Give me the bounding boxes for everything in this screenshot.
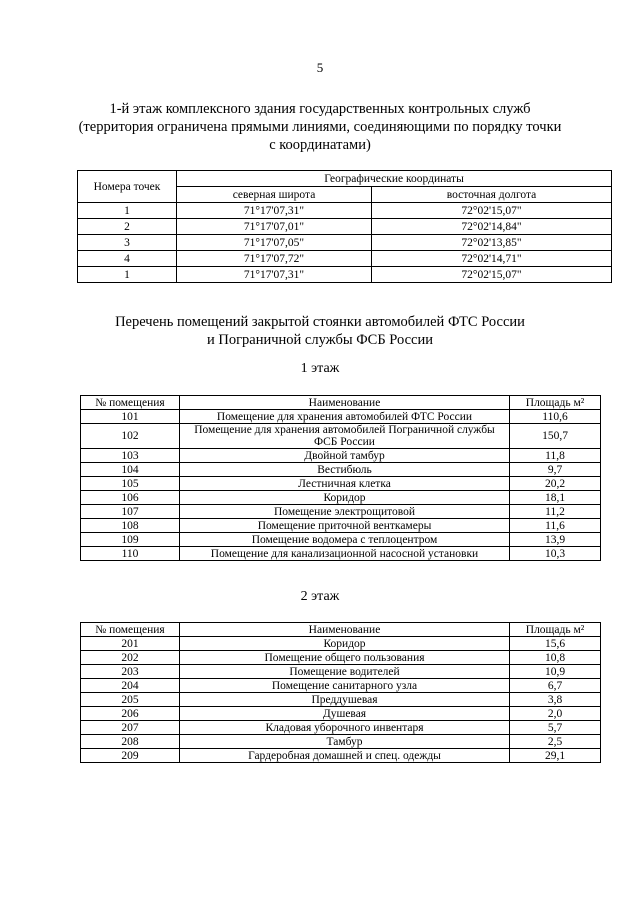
page-number: 5 (316, 60, 324, 75)
cell-lat: 71°17'07,31" (177, 203, 372, 219)
section1-title-line: с координатами) (269, 137, 371, 153)
cell-name: Коридор (180, 491, 510, 505)
cell-num: 101 (81, 410, 180, 424)
cell-area: 10,8 (510, 651, 601, 665)
header-geo: Географические координаты (177, 171, 612, 187)
table-row (81, 707, 601, 721)
cell-lon: 72°02'15,07" (372, 203, 612, 219)
cell-name: Помещение санитарного узла (180, 679, 510, 693)
cell-num: 106 (81, 491, 180, 505)
section1-title-line: (территория ограничена прямыми линиями, соединяющими по порядку точки (78, 119, 562, 135)
cell-name: Помещение водителей (180, 665, 510, 679)
cell-lat: 71°17'07,31" (177, 267, 372, 283)
header-points: Номера точек (78, 171, 177, 203)
cell-name: Помещение приточной венткамеры (180, 519, 510, 533)
table-row (78, 219, 612, 235)
cell-area: 11,6 (510, 519, 601, 533)
table-row (81, 519, 601, 533)
section1-title-line: 1-й этаж комплексного здания государственных контрольных служб (109, 101, 531, 117)
cell-num: 103 (81, 449, 180, 463)
cell-name: Двойной тамбур (180, 449, 510, 463)
section1-title (60, 100, 580, 154)
header-lon: восточная долгота (372, 187, 612, 203)
section2-title (60, 313, 580, 349)
table-row (81, 547, 601, 561)
table-row (81, 533, 601, 547)
table-row (81, 505, 601, 519)
table-row (81, 679, 601, 693)
cell-area: 3,8 (510, 693, 601, 707)
cell-lat: 71°17'07,01" (177, 219, 372, 235)
cell-lat: 71°17'07,05" (177, 235, 372, 251)
cell-name: Душевая (180, 707, 510, 721)
cell-num: 205 (81, 693, 180, 707)
cell-num: 104 (81, 463, 180, 477)
cell-num: 207 (81, 721, 180, 735)
cell-area: 11,8 (510, 449, 601, 463)
cell-point: 1 (78, 203, 177, 219)
table-row (81, 749, 601, 763)
cell-num: 105 (81, 477, 180, 491)
cell-lat: 71°17'07,72" (177, 251, 372, 267)
table-row (81, 665, 601, 679)
table-row (81, 721, 601, 735)
cell-num: 107 (81, 505, 180, 519)
cell-num: 202 (81, 651, 180, 665)
cell-name: Тамбур (180, 735, 510, 749)
cell-area: 110,6 (510, 410, 601, 424)
cell-name: Помещение для канализационной насосной установки (180, 547, 510, 561)
cell-area: 150,7 (510, 424, 601, 449)
table-row (78, 267, 612, 283)
header-room-name: Наименование (180, 623, 510, 637)
cell-area: 29,1 (510, 749, 601, 763)
cell-name: Коридор (180, 637, 510, 651)
cell-area: 10,3 (510, 547, 601, 561)
cell-area: 11,2 (510, 505, 601, 519)
cell-num: 102 (81, 424, 180, 449)
cell-name: Помещение для хранения автомобилей Пограничной службы ФСБ России (180, 424, 510, 449)
header-room-area: Площадь м² (510, 623, 601, 637)
table-row (78, 251, 612, 267)
cell-name: Помещение электрощитовой (180, 505, 510, 519)
table-row (78, 235, 612, 251)
section2-title-line: Перечень помещений закрытой стоянки автомобилей ФТС России (115, 314, 525, 330)
cell-area: 18,1 (510, 491, 601, 505)
floor2-label: 2 этаж (300, 589, 340, 604)
header-room-number: № помещения (81, 623, 180, 637)
table-row (81, 463, 601, 477)
cell-lon: 72°02'13,85" (372, 235, 612, 251)
table-row (81, 735, 601, 749)
cell-name: Помещение общего пользования (180, 651, 510, 665)
table-row (81, 651, 601, 665)
cell-num: 110 (81, 547, 180, 561)
cell-point: 4 (78, 251, 177, 267)
cell-name: Лестничная клетка (180, 477, 510, 491)
cell-area: 9,7 (510, 463, 601, 477)
cell-name: Кладовая уборочного инвентаря (180, 721, 510, 735)
cell-point: 3 (78, 235, 177, 251)
header-room-name: Наименование (180, 396, 510, 410)
cell-name: Преддушевая (180, 693, 510, 707)
cell-point: 2 (78, 219, 177, 235)
table-row (81, 491, 601, 505)
cell-lon: 72°02'15,07" (372, 267, 612, 283)
table-row (81, 477, 601, 491)
cell-area: 15,6 (510, 637, 601, 651)
cell-name: Вестибюль (180, 463, 510, 477)
cell-name: Помещение водомера с теплоцентром (180, 533, 510, 547)
floor2-rooms-table (80, 622, 601, 763)
cell-name: Помещение для хранения автомобилей ФТС России (180, 410, 510, 424)
table-row (81, 637, 601, 651)
header-room-area: Площадь м² (510, 396, 601, 410)
cell-num: 109 (81, 533, 180, 547)
cell-num: 203 (81, 665, 180, 679)
cell-point: 1 (78, 267, 177, 283)
cell-num: 206 (81, 707, 180, 721)
table-row (81, 449, 601, 463)
cell-num: 209 (81, 749, 180, 763)
cell-area: 13,9 (510, 533, 601, 547)
floor1-label: 1 этаж (300, 361, 340, 376)
header-lat: северная широта (177, 187, 372, 203)
table-row (81, 424, 601, 449)
cell-area: 10,9 (510, 665, 601, 679)
cell-num: 108 (81, 519, 180, 533)
cell-num: 208 (81, 735, 180, 749)
cell-num: 201 (81, 637, 180, 651)
header-room-number: № помещения (81, 396, 180, 410)
table-row (81, 410, 601, 424)
cell-area: 5,7 (510, 721, 601, 735)
cell-area: 2,0 (510, 707, 601, 721)
floor1-rooms-table (80, 395, 601, 561)
table-row (81, 693, 601, 707)
cell-num: 204 (81, 679, 180, 693)
cell-area: 2,5 (510, 735, 601, 749)
cell-lon: 72°02'14,71" (372, 251, 612, 267)
section2-title-line: и Пограничной службы ФСБ России (206, 332, 434, 348)
cell-area: 20,2 (510, 477, 601, 491)
table-row (78, 203, 612, 219)
cell-name: Гардеробная домашней и спец. одежды (180, 749, 510, 763)
cell-area: 6,7 (510, 679, 601, 693)
cell-lon: 72°02'14,84" (372, 219, 612, 235)
coordinates-table (77, 170, 612, 283)
